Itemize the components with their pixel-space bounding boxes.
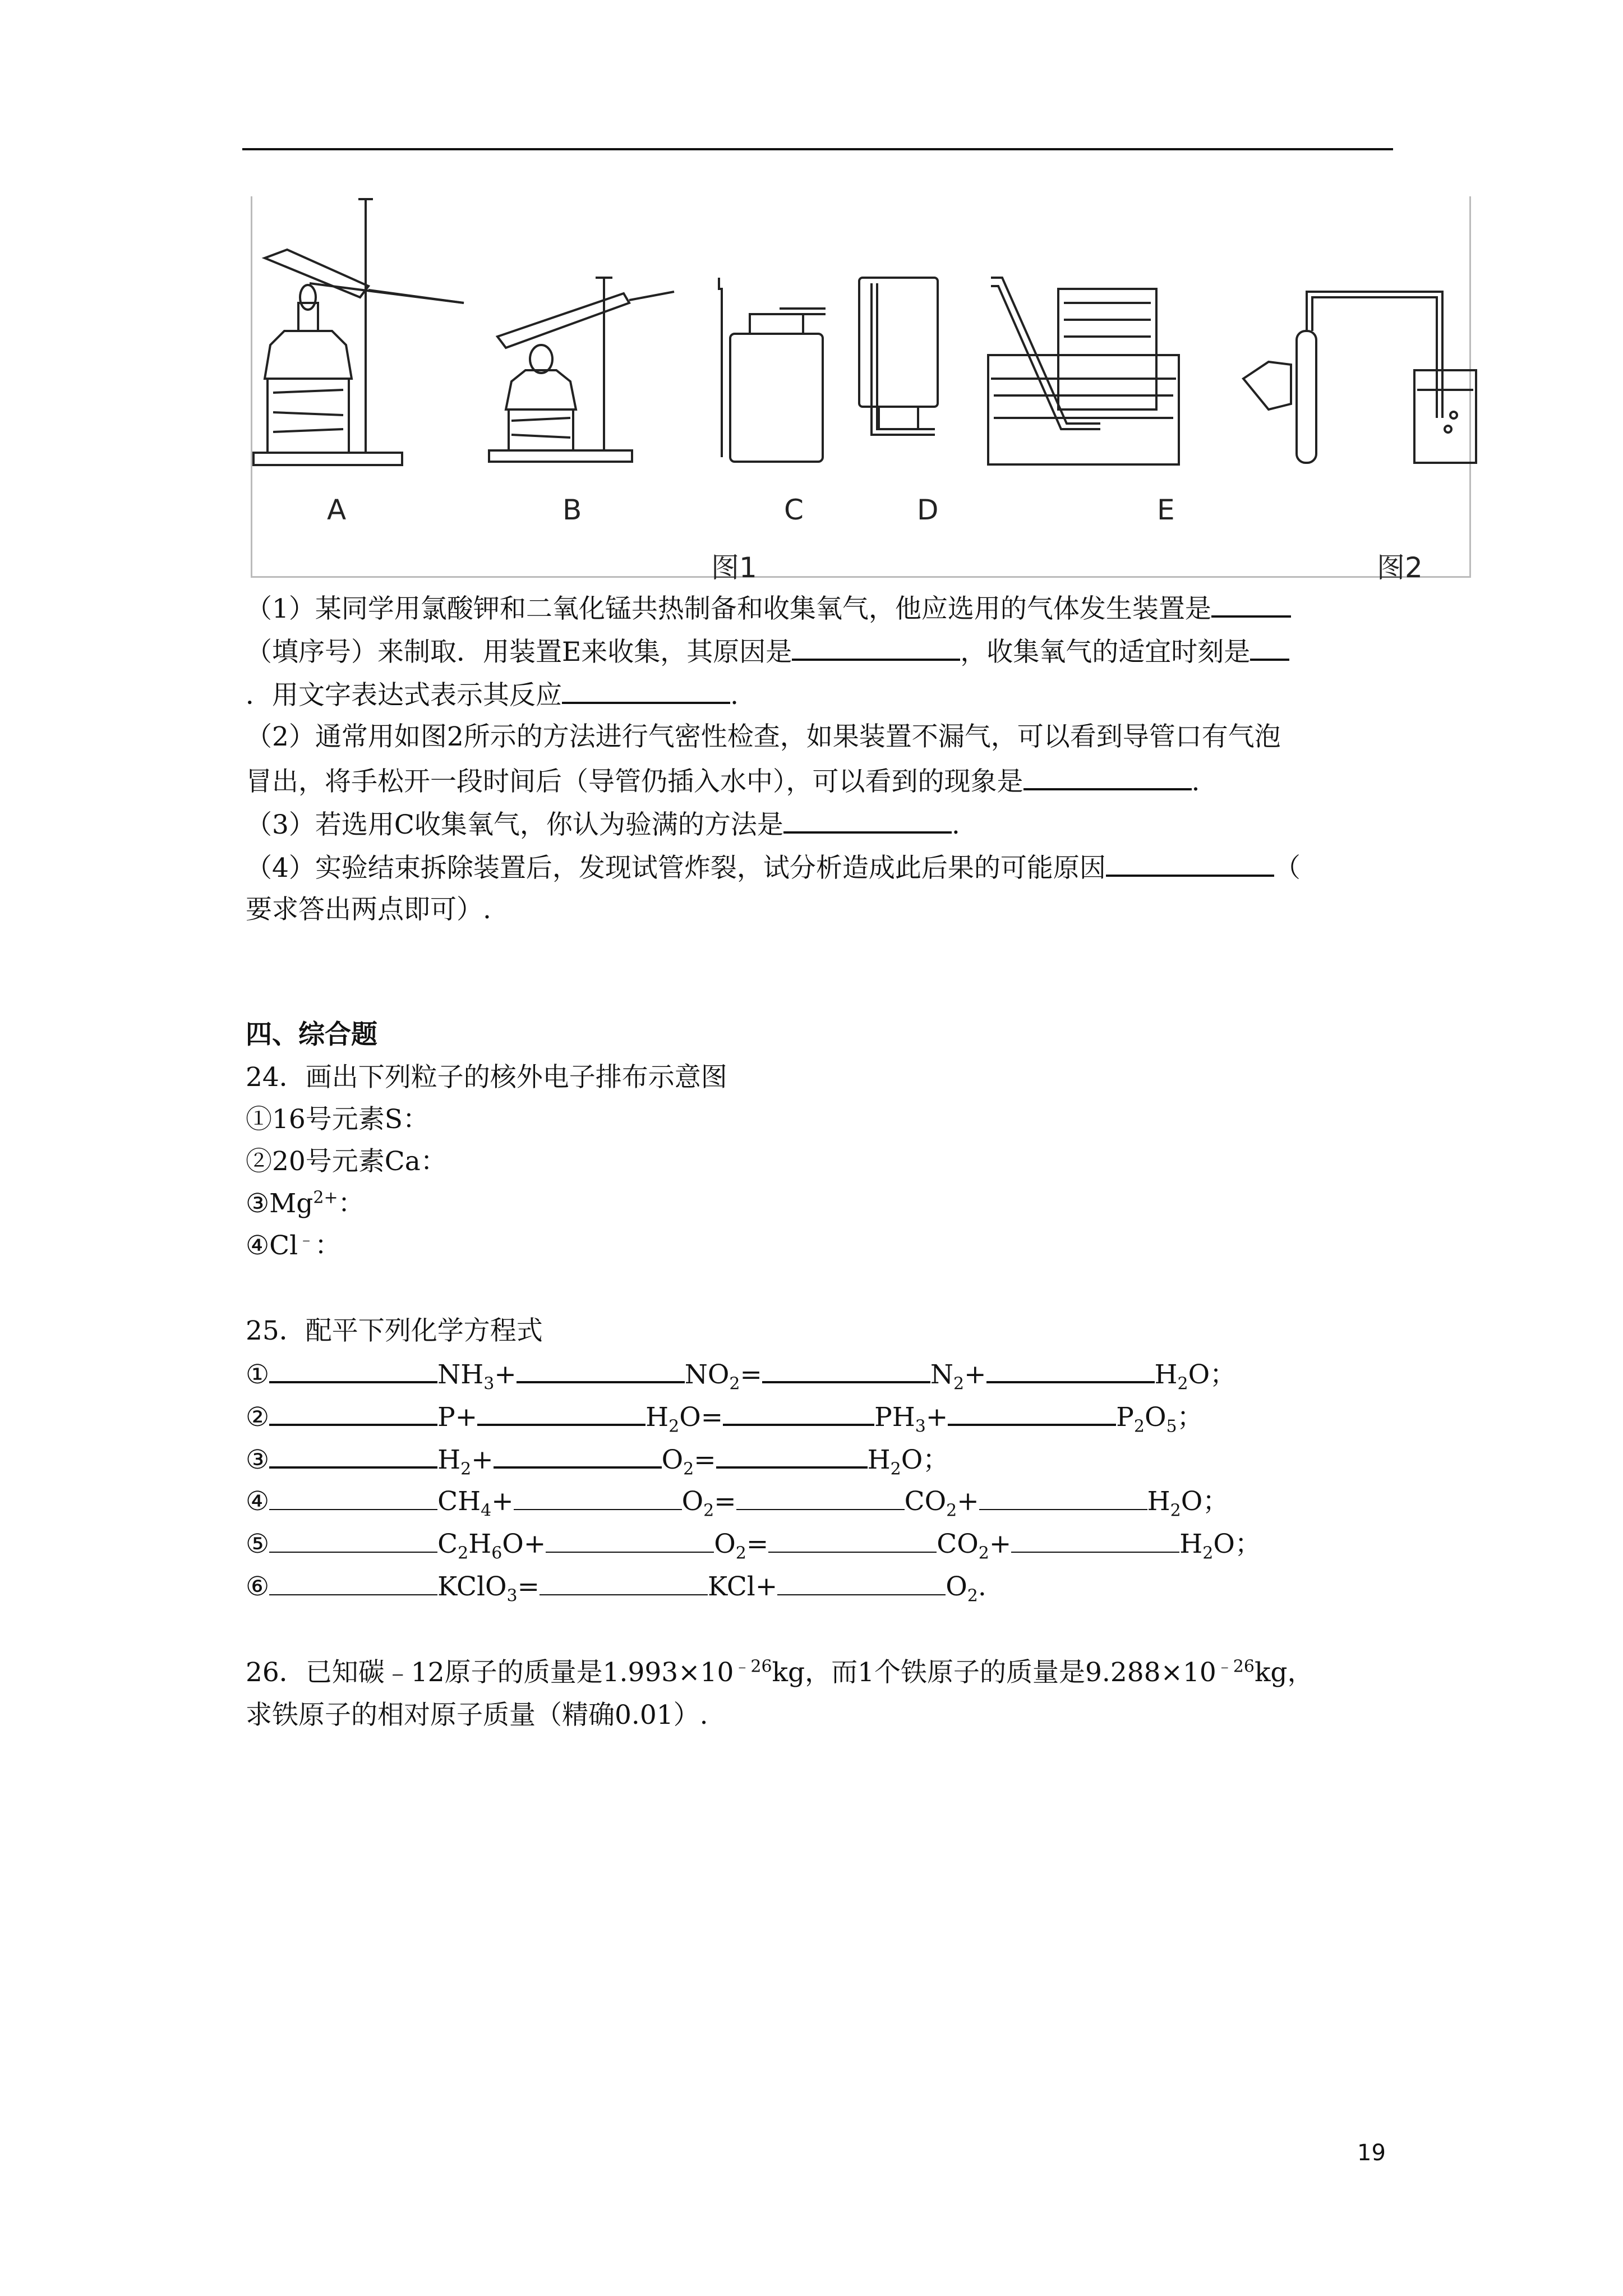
- q23-line6: （3）若选用C收集氧气，你认为验满的方法是 .: [246, 802, 960, 846]
- q25-title: 25．配平下列化学方程式: [246, 1315, 543, 1346]
- page-number: 19: [1357, 2140, 1386, 2166]
- q25-eq4: ④ $CH_4+ O_2= CO_2+ H_2O$；: [246, 1480, 1229, 1522]
- q24-title: 24．画出下列粒子的核外电子排布示意图: [246, 1062, 727, 1093]
- apparatus-e: [988, 278, 1179, 464]
- q25-eq6: ⑥ KClO$_3$= $KCl+ O_2$.: [246, 1565, 986, 1608]
- q23-line3: ．用文字表达式表示其反应 .: [246, 673, 739, 716]
- answer-blank: [783, 802, 952, 834]
- q24-item2: ②20号元素Ca：: [246, 1146, 447, 1177]
- answer-blank: [1250, 629, 1289, 661]
- section-heading: 四、综合题: [246, 1019, 377, 1050]
- answer-blank: [1211, 586, 1291, 618]
- apparatus-a: [253, 199, 464, 465]
- q26-line2: 求铁原子的相对原子质量（精确0.01）.: [246, 1700, 708, 1731]
- q25-eq1: ① $NH_3+ NO_2= N_2+ H_2O$；: [246, 1352, 1236, 1396]
- q24-item4: ④Cl﹣：: [246, 1230, 342, 1261]
- apparatus-d: [859, 278, 938, 435]
- q23-line1: （1）某同学用氯酸钾和二氧化锰共热制备和收集氧气，他应选用的气体发生装置是: [246, 586, 1291, 630]
- label-e: E: [1157, 494, 1175, 526]
- q23-line7: （4）实验结束拆除装置后，发现试管炸裂，试分析造成此后果的可能原因 （: [246, 845, 1301, 889]
- q24-item1: ①16号元素S：: [246, 1104, 430, 1135]
- q23-line2: （填序号）来制取．用装置E来收集，其原因是 ，收集氧气的适宜时刻是: [246, 629, 1289, 673]
- apparatus-fig2: [1243, 292, 1476, 463]
- q23-line5: 冒出，将手松开一段时间后（导管仍插入水中），可以看到的现象是 .: [246, 759, 1200, 803]
- header-rule: [242, 148, 1393, 150]
- q25-eq3: ③ $H_2+ O_2= H_2O$；: [246, 1437, 949, 1481]
- apparatus-b: [489, 278, 674, 462]
- answer-blank: [562, 673, 730, 704]
- apparatus-c: [719, 278, 826, 462]
- answer-blank: [1106, 845, 1274, 877]
- answer-blank: [792, 629, 960, 661]
- q25-eq5: ⑤ $C_2H_6O+ O_2= CO_2+ H_2O$；: [246, 1522, 1261, 1565]
- q26-line1: 26．已知碳﹣12原子的质量是$1.993\times 10^{﹣26}kg$，而1个铁原子的质量是$9.288\times 10^{﹣26}kg$，: [246, 1657, 1314, 1688]
- answer-blank: [1023, 759, 1192, 790]
- label-c: C: [784, 494, 804, 526]
- q24-item3: $③Mg^{2+}$：: [246, 1188, 365, 1219]
- label-d: D: [917, 494, 939, 526]
- fig1-caption: 图1: [711, 551, 757, 584]
- fig2-caption: 图2: [1377, 551, 1423, 584]
- q25-eq2: ② $P+ H_2O= PH_3+ P_2O_5$；: [246, 1395, 1204, 1438]
- q23-line4: （2）通常用如图2所示的方法进行气密性检查，如果装置不漏气，可以看到导管口有气泡: [246, 721, 1281, 752]
- label-a: A: [327, 494, 347, 526]
- q23-line8: 要求答出两点即可）.: [246, 894, 491, 925]
- label-b: B: [562, 494, 582, 526]
- apparatus-figure: [242, 194, 1482, 581]
